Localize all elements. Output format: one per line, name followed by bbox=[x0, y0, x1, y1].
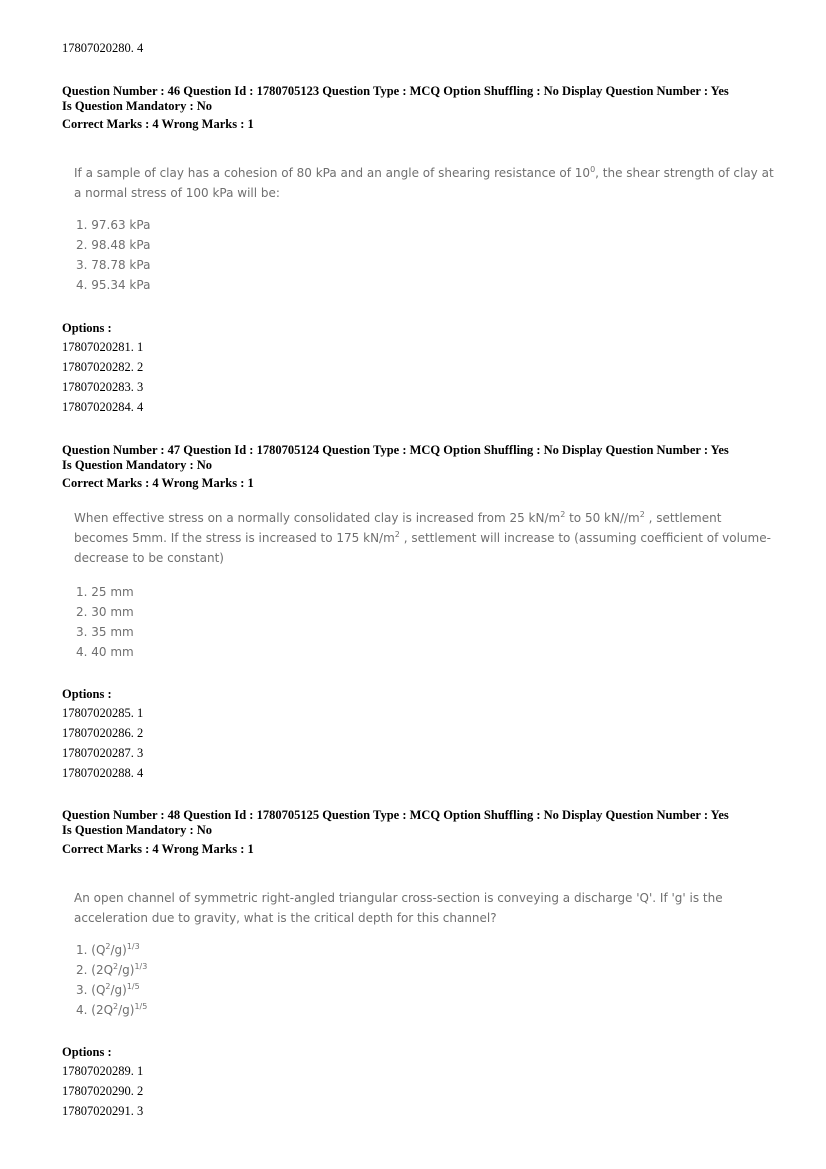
option-line: 17807020280. 4 bbox=[62, 41, 144, 55]
option-line: 17807020284. 4 bbox=[62, 400, 144, 414]
option-line: 17807020286. 2 bbox=[62, 726, 144, 740]
question-image bbox=[74, 888, 774, 1020]
question-stem: If a sample of clay has a cohesion of 80 kPa and an angle of shearing resistance of $10^0$, the shear strength of clay at a normal stress of 100 kPa will be: bbox=[74, 165, 774, 200]
choice-item: 2. 98.48 kPa bbox=[76, 238, 151, 252]
option-line: 17807020285. 1 bbox=[62, 706, 144, 720]
choice-item: 4. 95.34 kPa bbox=[76, 278, 151, 292]
choice-item: 4. 40 mm bbox=[76, 645, 134, 659]
options-label: Options : bbox=[62, 321, 112, 335]
question-stem: When effective stress on a normally consolidated clay is increased from 25 $kN/m^2$ to 50 $kN//m^2$ , settlement becomes 5mm. If the stress is increased to 175 $kN/m^2$ , settlement will increase to (assuming coefficient of volume-decrease to be constant) bbox=[74, 510, 771, 565]
option-line: 17807020289. 1 bbox=[62, 1064, 144, 1078]
choice-item: 3. $(Q^2/g)^{1/5}$ bbox=[76, 982, 140, 997]
choice-item: 1. 25 mm bbox=[76, 585, 134, 599]
choice-item: 1. $(Q^2/g)^{1/3}$ bbox=[76, 942, 140, 957]
question-header: Question Number : 46 Question Id : 1780705123 Question Type : MCQ Option Shuffling : No Display Question Number : Yes bbox=[62, 84, 729, 98]
question-mandatory: Is Question Mandatory : No bbox=[62, 458, 213, 472]
question-marks: Correct Marks : 4 Wrong Marks : 1 bbox=[62, 476, 254, 490]
question-marks: Correct Marks : 4 Wrong Marks : 1 bbox=[62, 842, 254, 856]
options-label: Options : bbox=[62, 1045, 112, 1059]
question-mandatory: Is Question Mandatory : No bbox=[62, 99, 213, 113]
option-line: 17807020288. 4 bbox=[62, 766, 144, 780]
options-label: Options : bbox=[62, 687, 112, 701]
option-line: 17807020283. 3 bbox=[62, 380, 144, 394]
question-stem: An open channel of symmetric right-angled triangular cross-section is conveying a discharge 'Q'. If 'g' is the acceleration due to gravity, what is the critical depth for this channel? bbox=[74, 891, 723, 925]
choice-item: 3. 78.78 kPa bbox=[76, 258, 151, 272]
option-line: 17807020281. 1 bbox=[62, 340, 144, 354]
choice-item: 2. $(2Q^2/g)^{1/3}$ bbox=[76, 962, 148, 977]
question-header: Question Number : 47 Question Id : 1780705124 Question Type : MCQ Option Shuffling : No Display Question Number : Yes bbox=[62, 443, 729, 457]
option-line: 17807020290. 2 bbox=[62, 1084, 144, 1098]
choice-item: 4. $(2Q^2/g)^{1/5}$ bbox=[76, 1002, 148, 1017]
question-image bbox=[74, 508, 774, 662]
option-line: 17807020287. 3 bbox=[62, 746, 144, 760]
choice-item: 3. 35 mm bbox=[76, 625, 134, 639]
choice-item: 1. 97.63 kPa bbox=[76, 218, 151, 232]
question-header: Question Number : 48 Question Id : 1780705125 Question Type : MCQ Option Shuffling : No Display Question Number : Yes bbox=[62, 808, 729, 822]
choice-item: 2. 30 mm bbox=[76, 605, 134, 619]
question-image bbox=[74, 163, 774, 295]
question-mandatory: Is Question Mandatory : No bbox=[62, 823, 213, 837]
option-line: 17807020291. 3 bbox=[62, 1104, 144, 1118]
option-line: 17807020282. 2 bbox=[62, 360, 144, 374]
question-marks: Correct Marks : 4 Wrong Marks : 1 bbox=[62, 117, 254, 131]
